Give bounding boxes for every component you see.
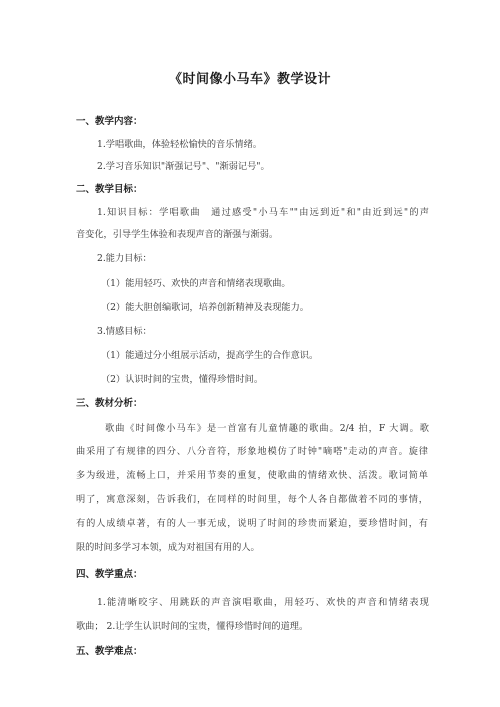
heading-teaching-content: 一、教学内容：: [76, 116, 143, 127]
emotion-goal-item-1: （1）能通过分小组展示活动，提高学生的合作意识。: [101, 350, 319, 361]
analysis-line-5: 有的人成绩卓著，有的人一事无成，说明了时间的珍贵而紧迫，要珍惜时间，有: [76, 518, 428, 529]
keypoints-line-1: 1.能清晰咬字、用跳跃的声音演唱歌曲，用轻巧、欢快的声音和情绪表现: [97, 597, 429, 608]
heading-material-analysis: 三、教材分析：: [76, 398, 143, 409]
emotion-goal-title: 3.情感目标：: [97, 326, 152, 337]
analysis-line-3: 多为级进，流畅上口，并采用节奏的重复，使歌曲的情绪欢快、活泼。歌词简单: [76, 470, 428, 481]
document-title: 《时间像小马车》教学设计: [168, 72, 331, 87]
knowledge-goal-line-2: 音变化，引导学生体验和表现声音的渐强与渐弱。: [76, 229, 279, 240]
keypoints-line-2: 歌曲； 2.让学生认识时间的宝贵，懂得珍惜时间的道理。: [76, 621, 309, 632]
knowledge-goal-line-1: 1.知识目标：学唱歌曲 通过感受"小马车""由远到近"和"由近到远"的声: [97, 207, 429, 218]
analysis-line-2: 曲采用了有规律的四分、八分音符，形象地模仿了时钟"嘀嗒"走动的声音。旋律: [76, 446, 428, 457]
ability-goal-item-2: （2）能大胆创编歌词，培养创新精神及表现能力。: [101, 302, 309, 313]
ability-goal-item-1: （1）能用轻巧、欢快的声音和情绪表现歌曲。: [101, 278, 291, 289]
analysis-line-4: 明了，寓意深刻，告诉我们，在同样的时间里，每个人各自都做着不同的事情，: [76, 494, 428, 505]
content-item-1: 1.学唱歌曲，体验轻松愉快的音乐情绪。: [97, 139, 262, 150]
emotion-goal-item-2: （2）认识时间的宝贵，懂得珍惜时间。: [101, 374, 264, 385]
heading-teaching-goals: 二、教学目标：: [76, 184, 143, 195]
analysis-line-6: 限的时间多学习本领，成为对祖国有用的人。: [76, 542, 260, 553]
content-item-2: 2.学习音乐知识"渐强记号"、"渐弱记号"。: [97, 161, 270, 172]
ability-goal-title: 2.能力目标：: [97, 253, 152, 264]
analysis-line-1: 歌曲《时间像小马车》是一首富有儿童情趣的歌曲。2/4 拍，F 大调。歌: [105, 423, 429, 434]
heading-key-points: 四、教学重点：: [76, 569, 143, 580]
heading-difficulties: 五、教学难点：: [76, 646, 143, 657]
